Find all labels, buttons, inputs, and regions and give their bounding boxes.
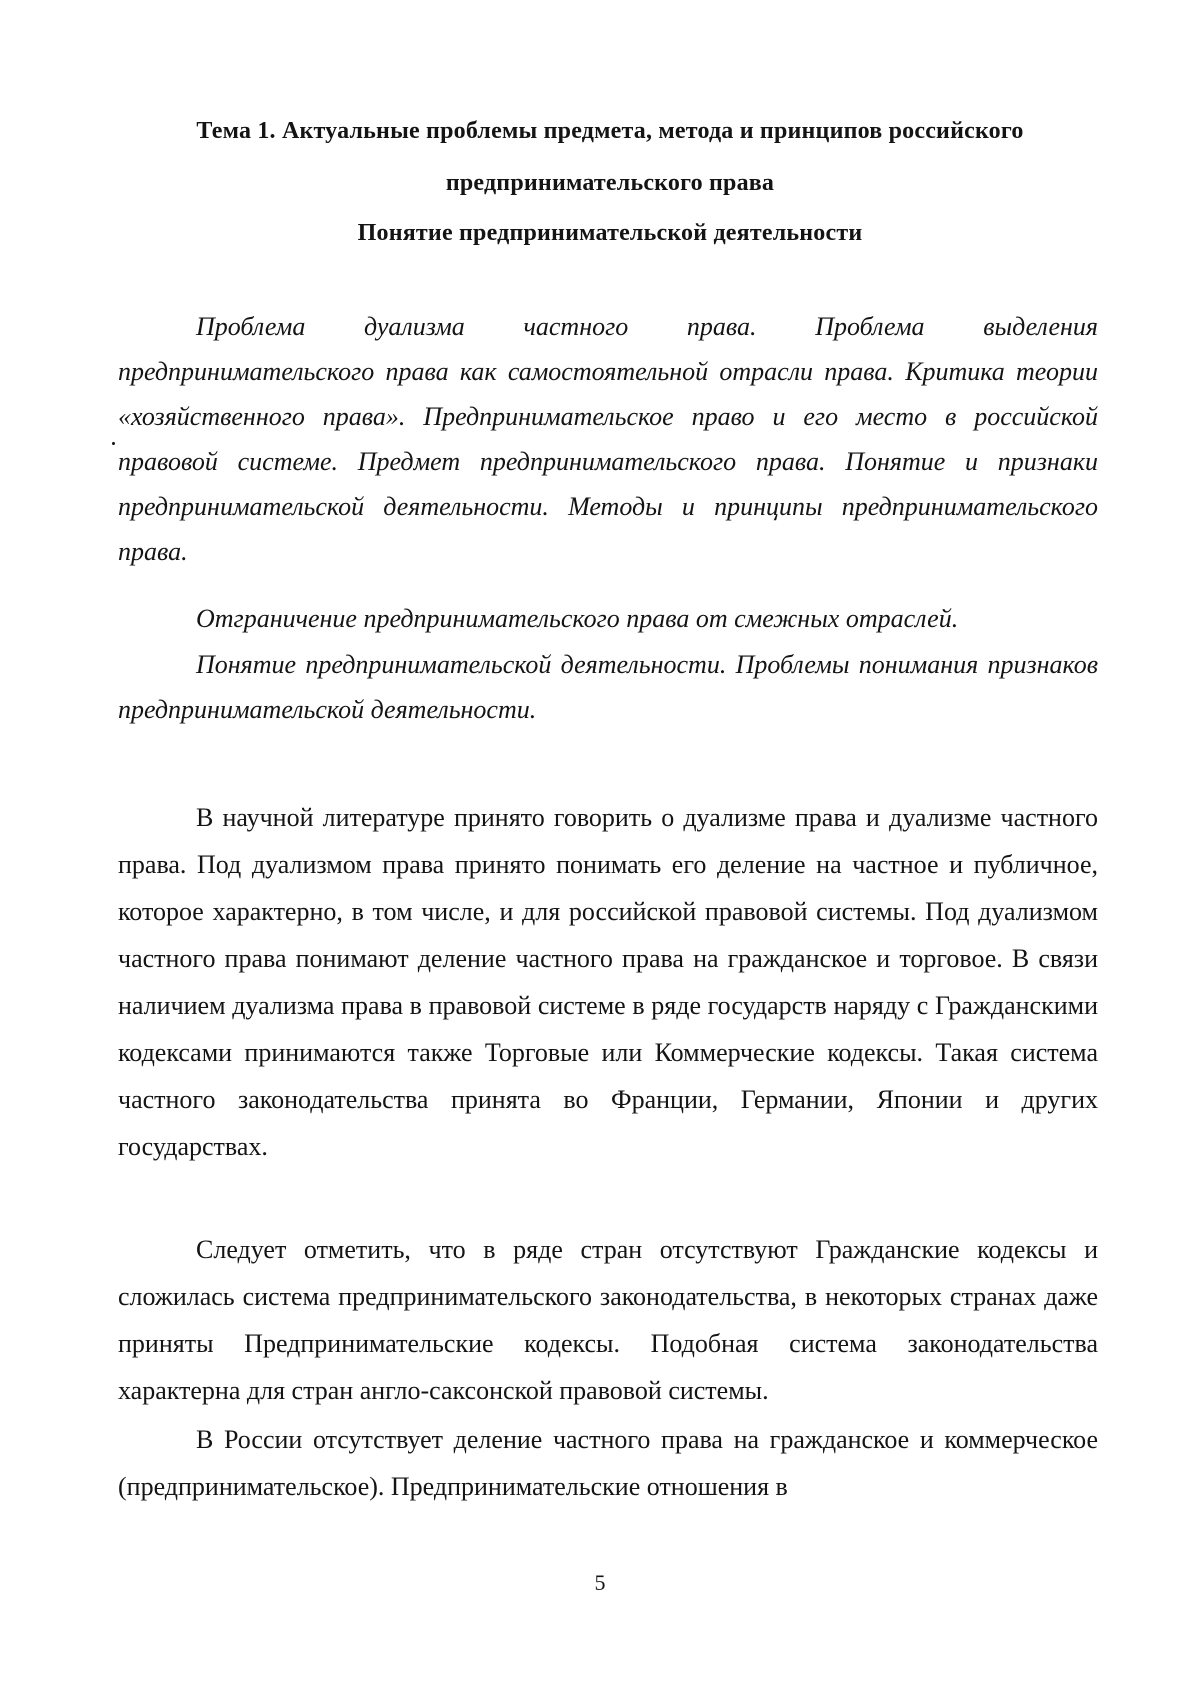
topic-title-line-2: предпринимательского права — [445, 170, 775, 196]
section-title: Понятие предпринимательской деятельности — [357, 220, 863, 246]
body-paragraph: В России отсутствует деление частного права на гражданское и коммерческое (предпринимательское). Предпринимательские отношения в — [118, 1425, 1098, 1501]
body-paragraph: Следует отметить, что в ряде стран отсутствуют Гражданские кодексы и сложилась система предпринимательского законодательства, в некоторых странах даже приняты Предпринимательские кодексы. Подобная система законодательства характерна для стран англо-саксонской правовой системы. — [118, 1235, 1098, 1405]
page-number: 5 — [594, 1570, 606, 1595]
topic-title-line-1: Тема 1. Актуальные проблемы предмета, метода и принципов российского — [196, 118, 1024, 144]
topic-outline-paragraph: Отграничение предпринимательского права от смежных отраслей. — [196, 604, 959, 633]
scan-speck — [112, 442, 115, 445]
topic-outline-paragraph: Проблема дуализма частного права. Проблема выделения предпринимательского права как самостоятельной отрасли права. Критика теории «хозяйственного права». Предпринимательское право и его место в российской правовой системе. Предмет предпринимательского права. Понятие и признаки предпринимательской деятельности. Методы и принципы предпринимательского права. — [118, 312, 1098, 566]
topic-outline-paragraph: Понятие предпринимательской деятельности. Проблемы понимания признаков предпринимательской деятельности. — [118, 650, 1098, 724]
body-paragraph: В научной литературе принято говорить о дуализме права и дуализме частного права. Под дуализмом права принято понимать его деление на частное и публичное, которое характерно, в том числе, и для российской правовой системы. Под дуализмом частного права понимают деление частного права на гражданское и торговое. В связи наличием дуализма права в правовой системе в ряде государств наряду с Гражданскими кодексами принимаются также Торговые или Коммерческие кодексы. Такая система частного законодательства принята во Франции, Германии, Японии и других государствах. — [118, 803, 1098, 1161]
